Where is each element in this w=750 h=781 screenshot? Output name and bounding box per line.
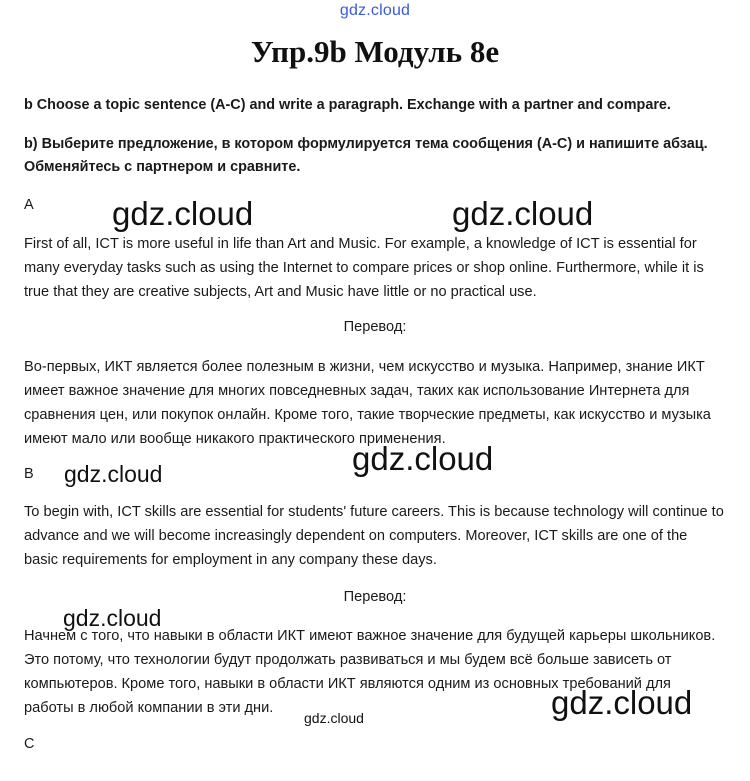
section-letter-c: C [24, 736, 35, 752]
instruction-english: b Choose a topic sentence (A-C) and write a paragraph. Exchange with a partner and compare. [24, 97, 671, 113]
instruction-russian: b) Выберите предложение, в котором формулируется тема сообщения (A-C) и напишите абзац. Обменяйтесь с партнером и сравните. [24, 136, 708, 175]
watermark: gdz.cloud [64, 461, 163, 487]
watermark: gdz.cloud [551, 684, 693, 721]
section-letter-b: B [24, 466, 34, 482]
section-a-translation-label: Перевод: [343, 319, 407, 335]
watermark: gdz.cloud [304, 710, 364, 726]
page-title: Упр.9b Модуль 8e [250, 34, 500, 69]
watermark-top: gdz.cloud [339, 2, 411, 19]
watermark: gdz.cloud [112, 195, 254, 232]
watermark: gdz.cloud [352, 440, 494, 477]
section-b-translation-label: Перевод: [343, 589, 407, 605]
section-a-translation: Во-первых, ИКТ является более полезным в жизни, чем искусство и музыка. Например, знание ИКТ имеет важное значение для многих повседневных задач, таких как использование Интернета для сравнения цен, или покупок онлайн. Кроме того, такие творческие предметы, как искусство и музыка имеют мало или вообще никакого практического применения. [24, 359, 711, 447]
watermark: gdz.cloud [63, 605, 162, 631]
section-b-text: To begin with, ICT skills are essential for students' future careers. This is because technology will continue to advance and we will become increasingly dependent on computers. Moreover, ICT skills are one of the basic requirements for employment in any company these days. [24, 504, 724, 568]
section-a-text: First of all, ICT is more useful in life than Art and Music. For example, a knowledge of ICT is essential for many everyday tasks such as using the Internet to compare prices or shop online. Furthermore, while it is true that they are creative subjects, Art and Music have little or no practical use. [24, 236, 704, 300]
watermark: gdz.cloud [452, 195, 594, 232]
section-b-translation: Начнем с того, что навыки в области ИКТ имеют важное значение для будущей карьеры школьников. Это потому, что технологии будут продолжать развиваться и мы будем всё больше зависеть от компьютеров. Кроме того, навыки в области ИКТ являются одним из основных требований для работы в любой компании в эти дни. [24, 628, 716, 716]
section-letter-a: A [24, 197, 34, 213]
